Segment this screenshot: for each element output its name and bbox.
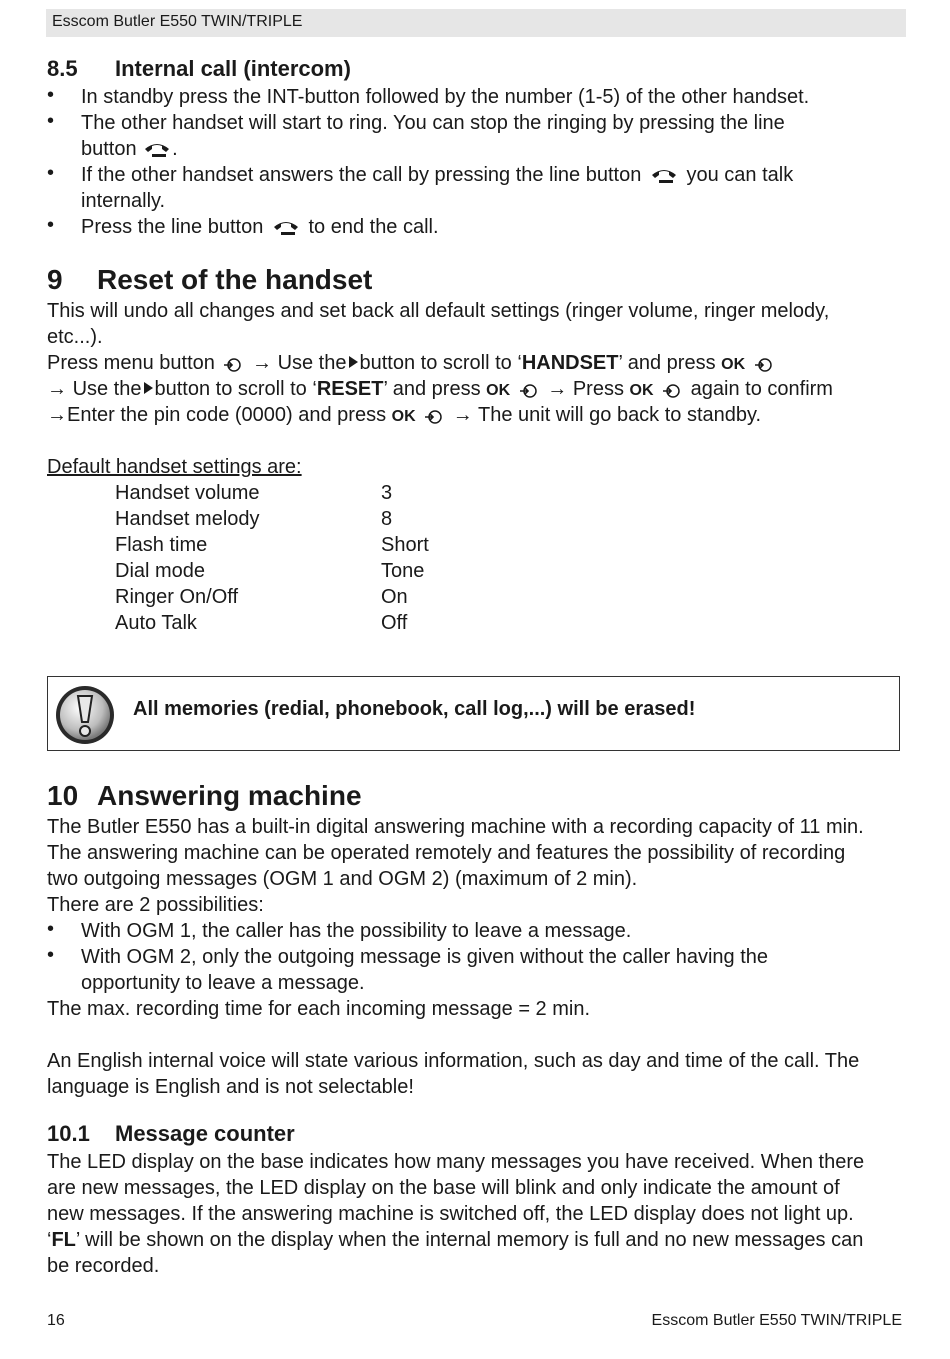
ogm-option-1: With OGM 1, the caller has the possibility to leave a message. bbox=[81, 920, 632, 942]
ok-label: OK bbox=[721, 356, 746, 373]
default-value: 8 bbox=[381, 508, 393, 530]
intercom-step-2-line-1: The other handset will start to ring. You can stop the ringing by pressing the line bbox=[81, 112, 785, 134]
warning-text: All memories (redial, phonebook, call log,...) will be erased! bbox=[133, 698, 696, 720]
section-10-1-title: Message counter bbox=[115, 1121, 295, 1146]
answering-para-line: two outgoing messages (OGM 1 and OGM 2) (maximum of 2 min). bbox=[47, 868, 638, 890]
default-name: Handset volume bbox=[115, 482, 260, 504]
ogm-option-2-line-1: With OGM 2, only the outgoing message is given without the caller having the bbox=[81, 946, 769, 968]
arrow-right-icon: → bbox=[47, 378, 67, 400]
default-value: On bbox=[381, 586, 408, 608]
message-counter-line: The LED display on the base indicates how many messages you have received. When there bbox=[47, 1151, 865, 1173]
right-triangle-icon bbox=[144, 382, 153, 394]
line-button-icon bbox=[647, 166, 681, 186]
defaults-title: Default handset settings are: bbox=[47, 456, 302, 478]
arrow-right-icon: → bbox=[452, 404, 473, 426]
intercom-step-2-line-2: button . bbox=[81, 138, 178, 160]
default-name: Auto Talk bbox=[115, 612, 197, 634]
intercom-step-1: In standby press the INT-button followed by the number (1-5) of the other handset. bbox=[81, 86, 810, 108]
section-10-1-number: 10.1 bbox=[47, 1121, 90, 1146]
reset-step-line-1: Press menu button → Use the button to scroll to ‘HANDSET’ and press OK bbox=[47, 350, 777, 378]
menu-button-icon bbox=[751, 354, 777, 374]
answering-para-line: language is English and is not selectable! bbox=[47, 1076, 414, 1098]
reset-step-line-3: →Enter the pin code (0000) and press OK → The unit will go back to standby. bbox=[47, 404, 762, 426]
section-9-number: 9 bbox=[47, 264, 63, 295]
intercom-step-3-line-1: If the other handset answers the call by pressing the line button you can talk bbox=[81, 164, 794, 186]
message-counter-line: ‘FL’ will be shown on the display when the internal memory is full and no new messages can bbox=[47, 1229, 864, 1251]
section-10-number: 10 bbox=[47, 780, 79, 811]
header-bar bbox=[46, 9, 906, 37]
default-value: Short bbox=[381, 534, 429, 556]
reset-step-line-2: → Use the button to scroll to ‘RESET’ and press OK → Press OK again to confirm bbox=[47, 378, 833, 400]
default-value: 3 bbox=[381, 482, 393, 504]
section-10-title: Answering machine bbox=[97, 780, 362, 811]
default-name: Ringer On/Off bbox=[115, 586, 239, 608]
answering-para-line: The max. recording time for each incoming message = 2 min. bbox=[47, 998, 591, 1020]
answering-para-line: An English internal voice will state various information, such as day and time of the call. The bbox=[47, 1050, 860, 1072]
menu-button-icon bbox=[220, 354, 246, 374]
arrow-right-icon: → bbox=[252, 352, 272, 374]
reset-intro-line-2: etc...). bbox=[47, 326, 103, 348]
default-name: Handset melody bbox=[115, 508, 260, 530]
intercom-step-4: Press the line button to end the call. bbox=[81, 216, 439, 238]
menu-button-icon bbox=[421, 406, 447, 426]
default-name: Flash time bbox=[115, 534, 208, 556]
message-counter-line: new messages. If the answering machine is switched off, the LED display does not light up. bbox=[47, 1203, 854, 1225]
page-number: 16 bbox=[47, 1312, 65, 1329]
arrow-right-icon: → bbox=[547, 378, 568, 400]
intercom-step-3-line-2: internally. bbox=[81, 190, 166, 212]
default-value: Off bbox=[381, 612, 408, 634]
default-value: Tone bbox=[381, 560, 425, 582]
ok-label: OK bbox=[629, 382, 654, 399]
section-9-title: Reset of the handset bbox=[97, 264, 373, 295]
right-triangle-icon bbox=[349, 356, 358, 368]
bullet-dot: • bbox=[47, 214, 55, 236]
header-title: Esscom Butler E550 TWIN/TRIPLE bbox=[52, 13, 303, 30]
warning-box bbox=[47, 676, 900, 751]
ok-label: OK bbox=[486, 382, 511, 399]
arrow-right-icon: → bbox=[47, 404, 67, 426]
ogm-option-2-line-2: opportunity to leave a message. bbox=[81, 972, 365, 994]
bullet-dot: • bbox=[47, 110, 55, 132]
section-8-5-title: Internal call (intercom) bbox=[115, 56, 351, 81]
message-counter-line: are new messages, the LED display on the base will blink and only indicate the amount of bbox=[47, 1177, 840, 1199]
bullet-dot: • bbox=[47, 944, 55, 966]
answering-para-line: The Butler E550 has a built-in digital answering machine with a recording capacity of 11 min. bbox=[47, 816, 864, 838]
line-button-icon bbox=[269, 218, 303, 238]
message-counter-line: be recorded. bbox=[47, 1255, 160, 1277]
menu-button-icon bbox=[659, 380, 685, 400]
bullet-dot: • bbox=[47, 918, 55, 940]
exclamation-warning-icon bbox=[54, 684, 116, 746]
line-button-icon bbox=[142, 140, 172, 160]
answering-para-line: There are 2 possibilities: bbox=[47, 894, 264, 916]
default-name: Dial mode bbox=[115, 560, 206, 582]
bullet-dot: • bbox=[47, 162, 55, 184]
ok-label: OK bbox=[391, 408, 416, 425]
footer-title: Esscom Butler E550 TWIN/TRIPLE bbox=[651, 1312, 902, 1329]
section-8-5-number: 8.5 bbox=[47, 56, 78, 81]
menu-button-icon bbox=[516, 380, 542, 400]
bullet-dot: • bbox=[47, 84, 55, 106]
answering-para-line: The answering machine can be operated remotely and features the possibility of recording bbox=[47, 842, 846, 864]
reset-intro-line-1: This will undo all changes and set back all default settings (ringer volume, ringer melody, bbox=[47, 300, 830, 322]
